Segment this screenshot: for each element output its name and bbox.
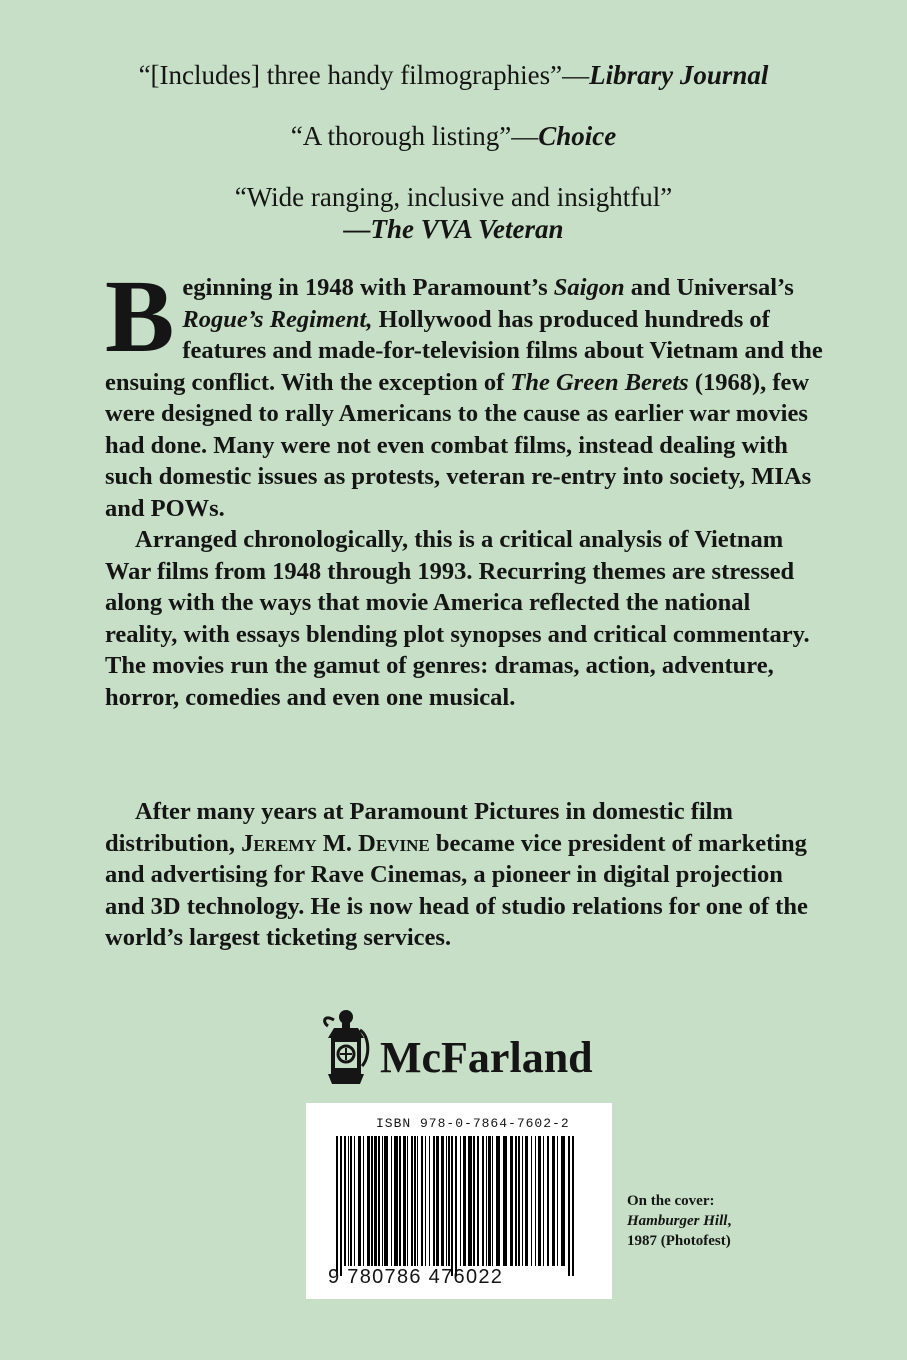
barcode-bar [384,1136,388,1266]
barcode-bar [473,1136,475,1266]
text-run: and Universal’s [624,274,794,301]
barcode-label [306,1103,612,1299]
barcode-bar [468,1136,472,1266]
lantern-icon [320,1008,372,1088]
barcode-bar [354,1136,355,1266]
barcode-bar [561,1136,565,1266]
barcode-bar [403,1136,406,1266]
text-run: became vice president of marketing and advertising for Rave Cinemas, a pioneer in digital projection and 3D technology. He is now head of studio relations for one of the world’s largest ticketing services. [105,829,808,951]
quote-text: “A thorough listing”— [290,121,539,151]
book-description [105,259,825,713]
isbn-text: ISBN 978-0-7864-7602-2 [376,1116,570,1131]
barcode-bar [433,1136,435,1266]
barcode-bar [382,1136,383,1266]
barcode-bar [414,1136,416,1266]
cover-credit-film [627,1211,731,1231]
barcode-bar [436,1136,439,1266]
barcode-guard-bar [451,1136,453,1276]
film-title: Saigon [553,274,625,301]
barcode-bar [488,1136,491,1266]
barcode-guard-bar [455,1136,457,1276]
barcode-bar [391,1136,392,1266]
author-name: Jeremy M. Devine [241,829,430,857]
barcode-bar [557,1136,558,1266]
film-title: The Green Berets [510,368,689,396]
barcode-bar [535,1136,536,1266]
barcode-bar [515,1136,517,1266]
barcode-guard-bar [568,1136,570,1276]
quote-source: Choice [538,121,617,151]
barcode-bar [394,1136,398,1266]
barcode-guard-bar [572,1136,574,1276]
barcode-bar [417,1136,418,1266]
barcode-bar [429,1136,430,1266]
barcode-bar [448,1136,450,1266]
drop-cap: B [105,259,175,374]
barcode-bar [367,1136,370,1266]
barcode-bar [348,1136,349,1266]
quote-source: —The VVA Veteran [343,214,564,244]
cover-credit-label: On the cover: [627,1193,715,1209]
cover-credit-source: 1987 (Photofest) [627,1233,731,1249]
barcode-bar [496,1136,500,1266]
barcode-bar [425,1136,426,1266]
review-quote-3 [0,181,907,245]
publisher-logo [320,1008,620,1088]
barcode-bar [374,1136,377,1266]
barcode-bar [486,1136,487,1266]
cover-credit [627,1191,731,1251]
barcode-bar [441,1136,444,1266]
barcode-bar [460,1136,461,1266]
description-paragraph-2: Arranged chronologically, this is a critical analysis of Vietnam War films from 1948 through 1993. Recurring themes are stressed along with the ways that movie America reflected the national reality, with essays blending plot synopses and critical commentary. The movies run the gamut of genres: dramas, action, adventure, horror, comedies and even one musical. [105,526,810,711]
barcode-bars [336,1136,576,1276]
film-title: Rogue’s Regiment, [182,305,373,333]
barcode-bar [538,1136,541,1266]
description-paragraph-1 [105,259,825,524]
barcode-bar [477,1136,479,1266]
barcode-bar [421,1136,423,1266]
barcode-bar [543,1136,544,1266]
review-quote-2 [0,120,907,152]
barcode-bar [503,1136,507,1266]
quote-text: “Wide ranging, inclusive and insightful” [234,182,673,212]
barcode-bar [407,1136,408,1266]
barcode-guard-bar [340,1136,342,1276]
text-run: Hollywood has produced hundreds of features and made-for-television films about Vietnam and the ensuing conflict. With the exception of [105,305,823,396]
text-run: (1968), few were designed to rally Americans to the cause as earlier war movies had done. Many were not even combat films, instead dealing with such domestic issues as protests, veteran re-entry into society, MIAs and POWs. [105,368,812,522]
author-bio-paragraph [105,796,825,954]
barcode-bar [463,1136,466,1266]
author-bio [105,796,825,954]
text-run: eginning in 1948 with Paramount’s [182,274,554,301]
text-run: , [727,1213,732,1229]
barcode-bar [510,1136,513,1266]
barcode-bar [482,1136,484,1266]
barcode-bar [344,1136,346,1266]
review-quote-1 [0,59,907,91]
barcode-bar [552,1136,555,1266]
barcode-bar [378,1136,380,1266]
quote-text: “[Includes] three handy filmographies”— [138,60,590,90]
barcode-bar [525,1136,528,1266]
barcode-bar [411,1136,413,1266]
barcode-bar [547,1136,549,1266]
barcode-bar [371,1136,373,1266]
text-run: After many years at Paramount Pictures in domestic film distribution, [105,798,733,857]
barcode-bar [522,1136,523,1266]
quote-source: Library Journal [589,60,769,90]
barcode-bar [363,1136,364,1266]
barcode-bar [399,1136,401,1266]
barcode-bar [518,1136,520,1266]
barcode-guard-bar [336,1136,338,1276]
barcode-bar [492,1136,493,1266]
barcode-bar [531,1136,532,1266]
barcode-digits: 9 780786 476022 [328,1266,504,1288]
barcode-bar [446,1136,447,1266]
cover-film-title: Hamburger Hill [627,1213,728,1229]
barcode-bar [358,1136,361,1266]
barcode-bar [350,1136,352,1266]
publisher-name: McFarland [380,1033,593,1082]
